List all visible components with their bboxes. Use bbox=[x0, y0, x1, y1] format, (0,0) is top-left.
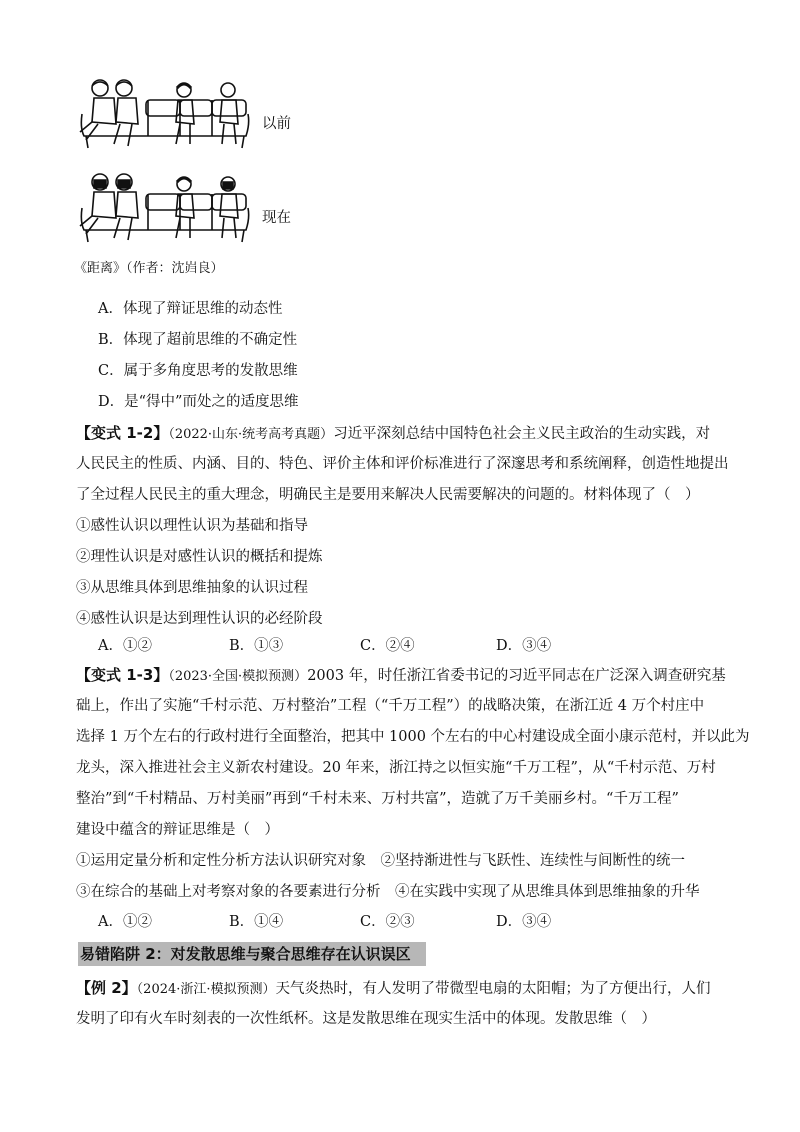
q1-option-d: D．是“得中”而处之的适度思维 bbox=[98, 394, 299, 410]
q3-source: （2023·全国·模拟预测） bbox=[168, 669, 308, 684]
q2-statement-2: ②理性认识是对感性认识的概括和提炼 bbox=[76, 549, 323, 565]
q3-line-5: 建设中蕴含的辩证思维是（ ） bbox=[76, 822, 279, 838]
trap-label: 易错陷阱 2 bbox=[80, 945, 156, 963]
q2-first-line bbox=[76, 423, 710, 445]
example-tag: 【例 2】 bbox=[76, 979, 137, 997]
q3-line-2: 选择 1 万个左右的行政村进行全面整治，把其中 1000 个左右的中心村建设成全面小康示范村，并以此为 bbox=[76, 729, 750, 745]
q2-option-a: A．①② bbox=[98, 638, 152, 654]
q3-option-c: C．②③ bbox=[360, 914, 415, 930]
q3-line-1: 础上，作出了实施“千村示范、万村整治”工程（“千万工程”）的战略决策，在浙江近 4 万个村庄中 bbox=[76, 698, 705, 714]
q2-tag: 【变式 1-2】 bbox=[76, 424, 169, 442]
q1-option-c: C．属于多角度思考的发散思维 bbox=[98, 363, 298, 379]
cartoon-after-image bbox=[76, 172, 256, 248]
q1-option-a: A．体现了辩证思维的动态性 bbox=[98, 301, 283, 317]
q3-statement-3-4: ③在综合的基础上对考察对象的各要素进行分析 ④在实践中实现了从思维具体到思维抽象的升华 bbox=[76, 884, 700, 900]
q3-line-3: 龙头，深入推进社会主义新农村建设。20 年来，浙江持之以恒实施“千万工程”，从“千村示范、万村 bbox=[76, 760, 716, 776]
figure-caption: 《距离》（作者：沈岿良） bbox=[74, 261, 224, 276]
q2-line-1: 人民民主的性质、内涵、目的、特色、评价主体和评价标准进行了深邃思考和系统阐释，创造性地提出 bbox=[76, 456, 729, 472]
example-line-1: 发明了印有火车时刻表的一次性纸杯。这是发散思维在现实生活中的体现。发散思维（ ） bbox=[76, 1011, 656, 1027]
q1-option-b: B．体现了超前思维的不确定性 bbox=[98, 332, 298, 348]
q3-line-0: 2003 年，时任浙江省委书记的习近平同志在广泛深入调查研究基 bbox=[307, 668, 726, 684]
q2-source: （2022·山东·统考高考真题） bbox=[168, 427, 334, 442]
trap-text: ：对发散思维与聚合思维存在认识误区 bbox=[155, 945, 411, 963]
q2-option-b: B．①③ bbox=[229, 638, 284, 654]
q2-option-d: D．③④ bbox=[496, 638, 552, 654]
q3-option-b: B．①④ bbox=[229, 914, 284, 930]
q3-statement-1-2: ①运用定量分析和定性分析方法认识研究对象 ②坚持渐进性与飞跃性、连续性与间断性的统一 bbox=[76, 853, 685, 869]
figure-label-after: 现在 bbox=[262, 210, 291, 226]
q2-option-c: C．②④ bbox=[360, 638, 415, 654]
q3-option-a: A．①② bbox=[98, 914, 152, 930]
q2-line-2: 了全过程人民民主的重大理念，明确民主是要用来解决人民需要解决的问题的。材料体现了（ ） bbox=[76, 487, 700, 503]
q3-line-4: 整治”到“千村精品、万村美丽”再到“千村未来、万村共富”，造就了万千美丽乡村。“千万工程” bbox=[76, 791, 679, 807]
cartoon-before-image bbox=[76, 78, 256, 154]
trap-heading bbox=[80, 944, 411, 964]
q2-line-0: 习近平深刻总结中国特色社会主义民主政治的生动实践，对 bbox=[333, 426, 711, 442]
q2-statement-1: ①感性认识以理性认识为基础和指导 bbox=[76, 518, 308, 534]
example-line-0: 天气炎热时，有人发明了带微型电扇的太阳帽；为了方便出行，人们 bbox=[275, 981, 711, 997]
q2-statement-4: ④感性认识是达到理性认识的必经阶段 bbox=[76, 611, 323, 627]
q3-option-d: D．③④ bbox=[496, 914, 552, 930]
q2-statement-3: ③从思维具体到思维抽象的认识过程 bbox=[76, 580, 308, 596]
figure-label-before: 以前 bbox=[262, 116, 291, 132]
example-first-line bbox=[76, 978, 711, 1000]
example-source: （2024·浙江·模拟预测） bbox=[136, 982, 276, 997]
q3-first-line bbox=[76, 665, 726, 687]
q3-tag: 【变式 1-3】 bbox=[76, 666, 169, 684]
